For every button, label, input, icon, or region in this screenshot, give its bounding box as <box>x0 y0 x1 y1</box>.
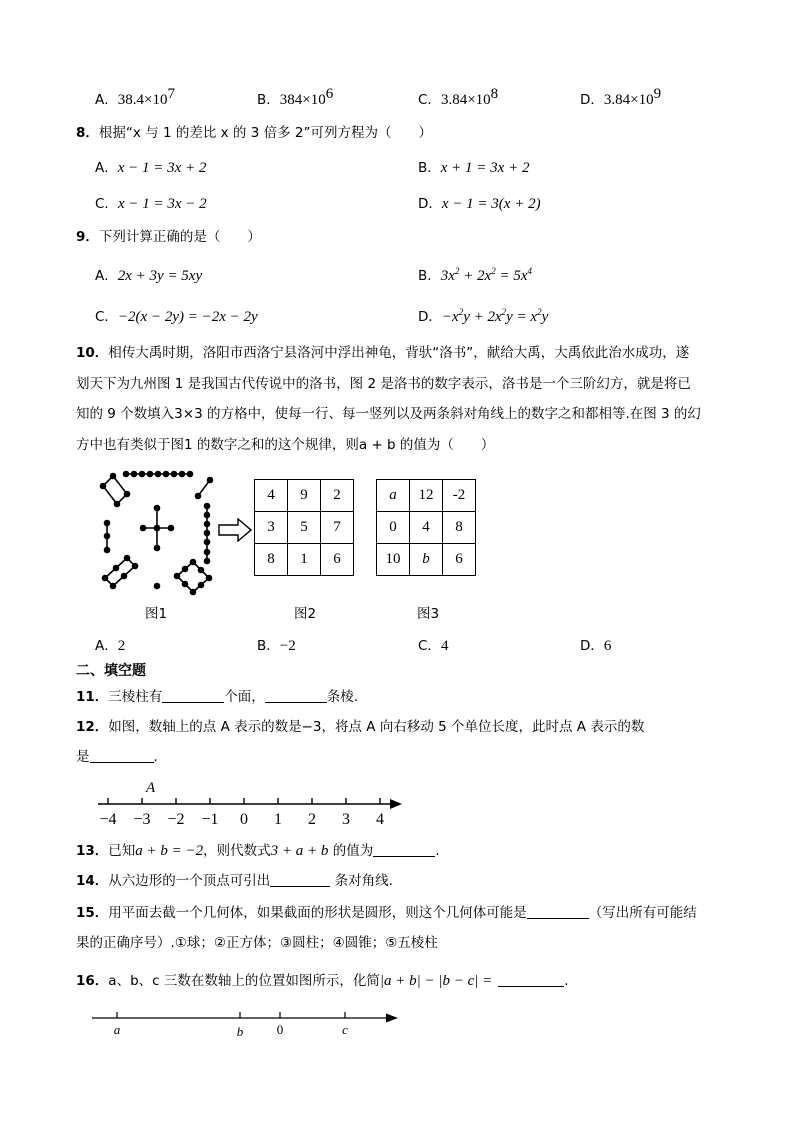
fig2-cell: 8 <box>255 544 288 576</box>
fig3-cell: -2 <box>443 480 476 512</box>
q12-line1: 12．如图，数轴上的点 A 表示的数是−3，将点 A 向右移动 5 个单位长度，此时点 A 表示的数 <box>76 719 645 735</box>
q10-line4: 方中也有类似于图1 的数字之和的这个规律，则a + b 的值为（ ） <box>76 437 495 453</box>
q12-line2: 是 . <box>76 749 158 765</box>
fig3-cell: a <box>377 480 410 512</box>
q9-option-a: A．2x + 3y = 5xy <box>95 268 203 284</box>
fig3-cell: 10 <box>377 544 410 576</box>
tick-label: −3 <box>133 811 151 828</box>
q8-stem: 8．根据“x 与 1 的差比 x 的 3 倍多 2”可列方程为（ ） <box>76 125 432 141</box>
fig1-caption: 图1 <box>145 606 168 622</box>
q10-option-b: B．−2 <box>257 638 296 654</box>
tick-label: 4 <box>376 811 384 828</box>
q7-option-d: D．$3.84\times 10^9$ <box>580 86 662 108</box>
q10-option-d: D．6 <box>580 638 612 654</box>
luoshu-figure <box>95 466 220 598</box>
fig2-cell: 3 <box>255 512 288 544</box>
q16: 16．a、b、c 三数在数轴上的位置如图所示，化简|a + b| − |b − c| = . <box>76 973 569 989</box>
magic-square-fig3 <box>376 479 476 576</box>
label-a: a <box>113 1022 121 1037</box>
q9-stem: 9．下列计算正确的是（ ） <box>76 229 261 245</box>
label-c: c <box>342 1022 348 1037</box>
fig2-caption: 图2 <box>294 606 317 622</box>
fig3-cell: 12 <box>410 480 443 512</box>
tick-label: −4 <box>99 811 117 828</box>
q14: 14．从六边形的一个顶点可引出 条对角线. <box>76 873 393 889</box>
q10-option-a: A．2 <box>95 638 126 654</box>
point-a-label: A <box>146 780 156 796</box>
tick-label: −2 <box>167 811 185 828</box>
tick-label: 1 <box>274 811 282 828</box>
q15-line2: 果的正确序号）.①球；②正方体；③圆柱；④圆锥；⑤五棱柱 <box>76 935 438 951</box>
label-b: b <box>236 1024 244 1039</box>
q9-option-b: B．$3x^2 + 2x^2 = 5x^4$ <box>418 266 532 284</box>
label-zero: 0 <box>276 1022 284 1037</box>
fig3-cell: 0 <box>377 512 410 544</box>
fig2-cell: 4 <box>255 480 288 512</box>
q10-line1: 10．相传大禹时期，洛阳市西洛宁县洛河中浮出神龟，背驮“洛书”，献给大禹，大禹依此治水成功，遂 <box>76 345 690 361</box>
q8-option-c: C．x − 1 = 3x − 2 <box>95 196 207 212</box>
tick-label: −1 <box>201 811 219 828</box>
q10-option-c: C．4 <box>418 638 449 654</box>
fig3-caption: 图3 <box>417 606 440 622</box>
number-line-q16 <box>88 1008 408 1040</box>
section-title: 二、填空题 <box>76 663 146 679</box>
q9-option-c: C．−2(x − 2y) = −2x − 2y <box>95 309 258 325</box>
fig3-cell: 8 <box>443 512 476 544</box>
fig2-cell: 2 <box>321 480 354 512</box>
q7-option-c: C．$3.84\times 10^8$ <box>418 86 499 108</box>
tick-label: 0 <box>240 811 248 828</box>
magic-square-fig2 <box>254 479 354 576</box>
tick-label: 3 <box>342 811 350 828</box>
q11: 11．三棱柱有 个面， 条棱. <box>76 689 359 705</box>
fig2-cell: 7 <box>321 512 354 544</box>
fig3-cell: 4 <box>410 512 443 544</box>
fig2-cell: 6 <box>321 544 354 576</box>
tick-label: 2 <box>308 811 316 828</box>
q13: 13．已知a + b = −2，则代数式3 + a + b 的值为 . <box>76 843 440 859</box>
q8-option-a: A．x − 1 = 3x + 2 <box>95 160 207 176</box>
q8-option-b: B．x + 1 = 3x + 2 <box>418 160 530 176</box>
fig3-cell: b <box>410 544 443 576</box>
fig3-cell: 6 <box>443 544 476 576</box>
number-line-q12 <box>92 776 412 830</box>
q15-line1: 15．用平面去截一个几何体，如果截面的形状是圆形，则这个几何体可能是 （写出所有可能结 <box>76 905 697 921</box>
fig2-cell: 5 <box>288 512 321 544</box>
q10-line3: 知的 9 个数填入3×3 的方格中，使每一行、每一竖列以及两条斜对角线上的数字之和都相等.在图 3 的幻 <box>76 406 701 422</box>
q7-option-b: B．$384\times 10^6$ <box>257 86 334 108</box>
q9-option-d: D．$-x^2y + 2x^2y = x^2y$ <box>418 307 549 325</box>
q8-option-d: D．x − 1 = 3(x + 2) <box>418 196 541 212</box>
fig2-cell: 1 <box>288 544 321 576</box>
q7-option-a: A．$38.4\times 10^7$ <box>95 86 175 108</box>
hollow-arrow-icon <box>218 518 252 542</box>
fig2-cell: 9 <box>288 480 321 512</box>
q10-line2: 划天下为九州图 1 是我国古代传说中的洛书，图 2 是洛书的数字表示，洛书是一个三阶幻方，就是将已 <box>76 376 691 392</box>
